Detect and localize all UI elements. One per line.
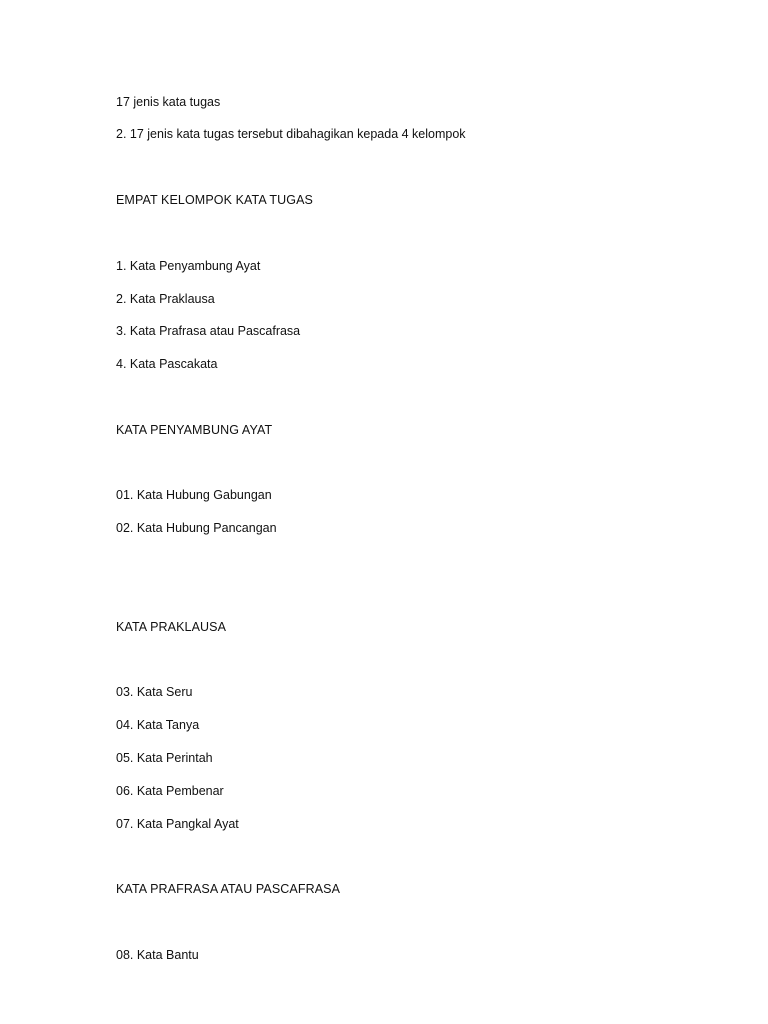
list-item: 07. Kata Pangkal Ayat xyxy=(116,817,239,831)
list-item: 1. Kata Penyambung Ayat xyxy=(116,259,261,273)
list-item: 03. Kata Seru xyxy=(116,685,193,699)
section-heading-prafrasa: KATA PRAFRASA ATAU PASCAFRASA xyxy=(116,882,341,896)
list-item: 2. Kata Praklausa xyxy=(116,292,215,306)
list-item: 04. Kata Tanya xyxy=(116,718,200,732)
list-item: 06. Kata Pembenar xyxy=(116,784,224,798)
list-item: 08. Kata Bantu xyxy=(116,948,199,962)
list-item: 01. Kata Hubung Gabungan xyxy=(116,488,272,502)
intro-line: 17 jenis kata tugas xyxy=(116,95,221,109)
section-heading-groups: EMPAT KELOMPOK KATA TUGAS xyxy=(116,193,313,207)
list-item: 3. Kata Prafrasa atau Pascafrasa xyxy=(116,324,301,338)
list-item: 05. Kata Perintah xyxy=(116,751,213,765)
list-item: 4. Kata Pascakata xyxy=(116,357,218,371)
intro-line: 2. 17 jenis kata tugas tersebut dibahagikan kepada 4 kelompok xyxy=(116,127,466,141)
section-heading-penyambung: KATA PENYAMBUNG AYAT xyxy=(116,423,273,437)
section-heading-praklausa: KATA PRAKLAUSA xyxy=(116,620,227,634)
list-item: 02. Kata Hubung Pancangan xyxy=(116,521,277,535)
